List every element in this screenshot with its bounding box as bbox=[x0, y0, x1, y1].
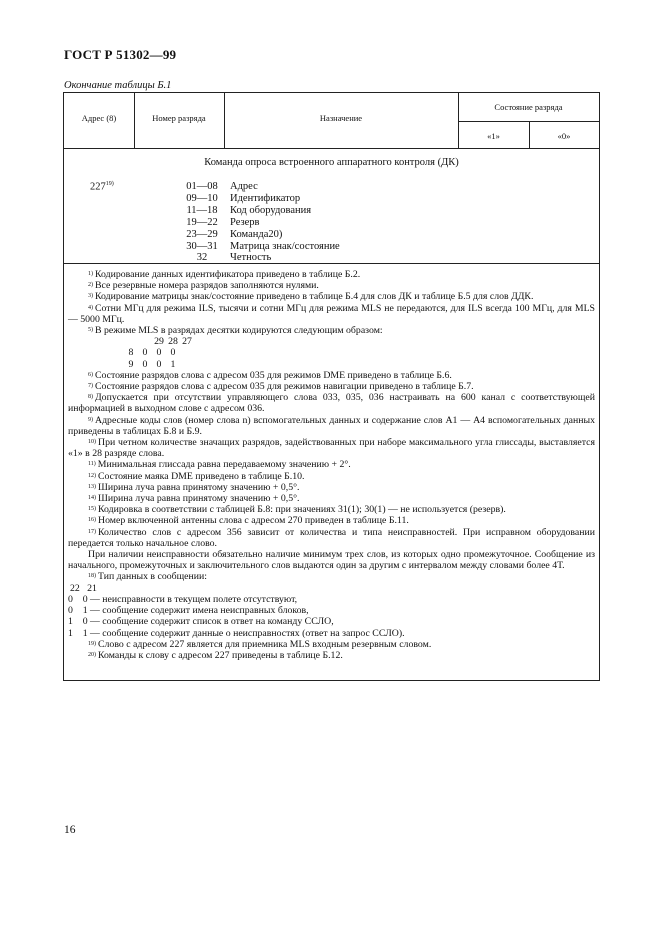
footnote-14: $^{14)}$ Ширина луча равна принятому значению + 0,5°. bbox=[88, 493, 300, 505]
document-header: ГОСТ Р 51302—99 bbox=[64, 47, 177, 62]
footnote-11: $^{11)}$ Минимальная глиссада равна передаваемому значению + 2°. bbox=[88, 459, 351, 471]
address-value: 227 bbox=[90, 181, 106, 193]
footnote-5: $^{5)}$ В режиме MLS в разрядах десятки кодируются следующим образом: bbox=[88, 325, 383, 337]
table-b1 bbox=[63, 92, 600, 681]
bit-range: 32 bbox=[196, 252, 208, 264]
column-header-bit-number: Номер разряда bbox=[152, 113, 206, 123]
type-code-row: 1 1 — сообщение содержит данные о неисправностях (ответ на запрос ССЛО). bbox=[68, 627, 405, 639]
footnote-16: $^{16)}$ Номер включенной антенны слова с адресом 270 приведен в таблице Б.11. bbox=[88, 515, 409, 527]
purpose-text: Четность bbox=[230, 252, 272, 264]
page-number: 16 bbox=[64, 824, 76, 836]
column-header-address: Адрес (8) bbox=[81, 113, 117, 123]
footnote-15: $^{15)}$ Кодировка в соответствии с таблицей Б.8: при значениях 31(1); 30(1) — не используется (резерв). bbox=[88, 504, 506, 516]
footnote-paragraph: При наличии неисправности обязательно наличие минимум трех слов, из которых одно промежуточное. Сообщение из начального, промежуточных и заключительного слов выдаются один за другим с интервалом между словами более 4Т. bbox=[68, 549, 595, 572]
mls-code-row: 9 0 0 1 bbox=[128, 358, 176, 370]
bit-range: 23—29 bbox=[186, 228, 218, 240]
footnote-7: $^{7)}$ Состояние разрядов слова с адресом 035 для режимов навигации приведено в таблице Б.7. bbox=[88, 381, 474, 393]
bit-range: 30—31 bbox=[186, 240, 218, 252]
type-code-row: 0 0 — неисправности в текущем полете отсутствуют, bbox=[68, 593, 298, 605]
bit-number-column bbox=[167, 181, 237, 264]
bit-range: 09—10 bbox=[186, 192, 218, 204]
footnote-17: $^{17)}$ Количество слов с адресом 356 зависит от количества и типа неисправностей. При исправном оборудовании передается только начальное слово. bbox=[68, 526, 595, 549]
bit-range: 01—08 bbox=[186, 181, 218, 192]
table-caption: Окончание таблицы Б.1 bbox=[64, 80, 172, 91]
purpose-column bbox=[230, 181, 340, 264]
section-title: Команда опроса встроенного аппаратного контроля (ДК) bbox=[204, 157, 459, 168]
purpose-text: Адрес bbox=[230, 181, 258, 192]
purpose-text: Команда20) bbox=[230, 228, 283, 240]
type-code-row: 1 0 — сообщение содержит список в ответ на команду ССЛО, bbox=[68, 616, 334, 628]
footnote-3: $^{3)}$ Кодирование матрицы знак/состояние приведено в таблице Б.4 для слов ДК и таблице Б.5 для слов ДДК. bbox=[88, 291, 534, 303]
mls-code-head: 29 28 27 bbox=[154, 336, 192, 348]
address-note-ref: 19) bbox=[105, 181, 114, 187]
type-code-row: 0 1 — сообщение содержит имена неисправных блоков, bbox=[68, 605, 309, 617]
column-header-purpose: Назначение bbox=[319, 113, 363, 123]
footnote-10: $^{10)}$ При четном количестве значащих разрядов, задействованных при наборе максимального угла глиссады, выставляется «1» в 28 разряде слова. bbox=[68, 437, 595, 460]
footnote-13: $^{13)}$ Ширина луча равна принятому значению + 0,5°. bbox=[88, 481, 300, 493]
column-header-state-zero: «0» bbox=[557, 131, 571, 141]
footnote-1: $^{1)}$ Кодирование данных идентификатора приведено в таблице Б.2. bbox=[88, 269, 361, 280]
mls-code-row: 8 0 0 0 bbox=[128, 347, 176, 359]
column-header-state-one: «1» bbox=[487, 131, 500, 141]
footnote-19: $^{19)}$ Слово с адресом 227 является для приемника MLS входным резервным словом. bbox=[88, 638, 432, 650]
mls-code-table bbox=[68, 336, 595, 370]
purpose-text: Идентификатор bbox=[230, 192, 301, 204]
footnote-2: $^{2)}$ Все резервные номера разрядов заполняются нулями. bbox=[88, 280, 319, 292]
column-header-bit-state: Состояние разряда bbox=[494, 102, 563, 112]
bit-range: 11—18 bbox=[186, 204, 218, 216]
address-cell bbox=[90, 181, 114, 193]
footnote-6: $^{6)}$ Состояние разрядов слова с адресом 035 для режимов DME приведено в таблице Б.6. bbox=[88, 369, 452, 381]
footnote-20: $^{20)}$ Команды к слову с адресом 227 приведены в таблице Б.12. bbox=[88, 649, 343, 661]
footnote-4: $^{4)}$ Сотни МГц для режима ILS, тысячи и сотни МГц для режима MLS не передаются, для ILS всегда 100 МГц, для MLS — 5000 МГц. bbox=[68, 302, 595, 325]
footnotes bbox=[64, 269, 599, 661]
footnote-12: $^{12)}$ Состояние маяка DME приведено в таблице Б.10. bbox=[88, 470, 305, 482]
type-code-head: 22 21 bbox=[70, 582, 97, 594]
footnote-18: $^{18)}$ Тип данных в сообщении: bbox=[88, 571, 207, 583]
footnote-8: $^{8)}$ Допускается при отсутствии управляющего слова 033, 035, 036 настраивать на 600 канал с соответствующей информацией в выходном слове с адресом 036. bbox=[68, 392, 595, 415]
purpose-text: Резерв bbox=[230, 216, 260, 228]
bit-range: 19—22 bbox=[186, 216, 218, 228]
purpose-text: Код оборудования bbox=[230, 204, 312, 216]
purpose-text: Матрица знак/состояние bbox=[230, 240, 340, 252]
footnote-9: $^{9)}$ Адресные коды слов (номер слова n) вспомогательных данных и содержание слов А1 — А4 вспомогательных данных приведены в таблицах Б.8 и Б.9. bbox=[68, 414, 595, 437]
